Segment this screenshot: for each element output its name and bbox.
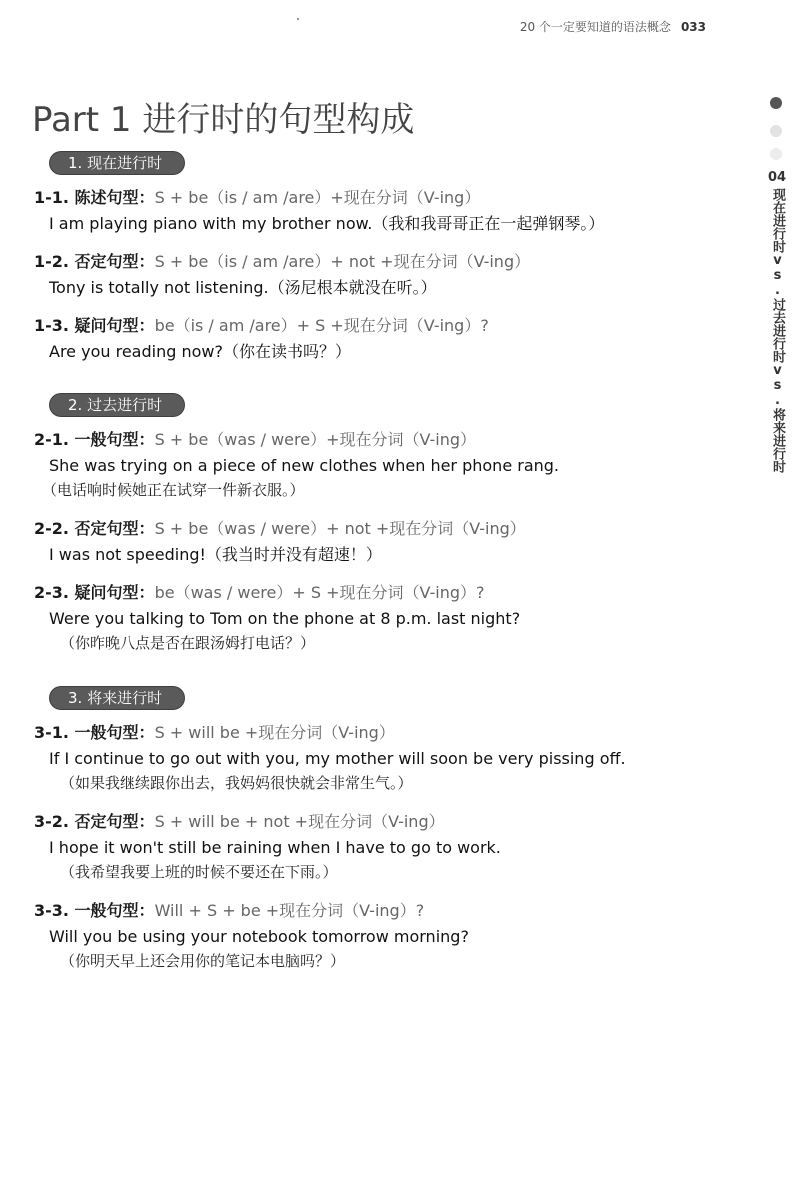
pattern-label: 1-1. 陈述句型：: [34, 188, 155, 207]
pattern-label: 1-2. 否定句型：: [34, 252, 155, 271]
chapter-number: 04: [768, 170, 787, 185]
page-title: Part 1 进行时的句型构成: [32, 100, 415, 140]
example-sentence: Were you talking to Tom on the phone at 8 p.m. last night?: [49, 609, 521, 628]
grammar-item: [34, 519, 730, 565]
example-line: [49, 545, 730, 565]
grammar-item: [34, 430, 730, 500]
pattern-line: [34, 583, 730, 603]
side-tab-dot: [770, 148, 782, 160]
pattern-line: [34, 252, 730, 272]
example-sentence: I hope it won't still be raining when I have to go to work.: [49, 838, 501, 857]
example-sentence: I was not speeding!: [49, 545, 206, 564]
example-translation: （我希望我要上班的时候不要还在下雨。）: [60, 863, 338, 881]
section-badge: 3. 将来进行时: [50, 687, 184, 709]
pattern-formula: S + be（was / were）+ not +现在分词（V-ing）: [154, 519, 526, 538]
grammar-item: [34, 583, 730, 653]
pattern-formula: S + be（was / were）+现在分词（V-ing）: [154, 430, 477, 449]
example-line: [49, 278, 730, 298]
grammar-item: [34, 812, 730, 882]
side-tab-dot: [770, 125, 782, 137]
example-translation: （你明天早上还会用你的笔记本电脑吗？）: [60, 952, 346, 970]
example-translation: （我和我哥哥正在一起弹钢琴。）: [372, 214, 605, 233]
side-tab-dot-active: [770, 97, 782, 109]
example-sentence: Tony is totally not listening.: [49, 278, 269, 297]
pattern-line: [34, 901, 730, 921]
example-line: [49, 927, 730, 947]
chapter-title-vertical: 现在进行时vs.过去进行时vs.将来进行时: [770, 188, 785, 473]
example-translation: （你昨晚八点是否在跟汤姆打电话？）: [60, 634, 316, 652]
pattern-formula: be（was / were）+ S +现在分词（V-ing）?: [154, 583, 485, 602]
section-badge: 2. 过去进行时: [50, 394, 184, 416]
pattern-line: [34, 812, 730, 832]
example-line: [49, 342, 730, 362]
page-number: 033: [680, 20, 706, 34]
grammar-item: [34, 723, 730, 793]
pattern-label: 2-3. 疑问句型：: [34, 583, 155, 602]
grammar-item: [34, 901, 730, 971]
scan-speck: [297, 18, 299, 20]
pattern-formula: be（is / am /are）+ S +现在分词（V-ing）?: [154, 316, 489, 335]
example-sentence: Will you be using your notebook tomorrow morning?: [49, 927, 469, 946]
pattern-label: 3-3. 一般句型：: [34, 901, 155, 920]
example-translation: （如果我继续跟你出去，我妈妈很快就会非常生气。）: [60, 774, 413, 792]
pattern-formula: S + will be + not +现在分词（V-ing）: [154, 812, 445, 831]
pattern-line: [34, 723, 730, 743]
grammar-item: [34, 316, 730, 362]
example-line: [49, 456, 730, 476]
pattern-line: [34, 316, 730, 336]
running-header: [520, 18, 706, 35]
pattern-label: 2-1. 一般句型：: [34, 430, 155, 449]
grammar-item: [34, 188, 730, 234]
section-badge: 1. 现在进行时: [50, 152, 184, 174]
example-translation: （汤尼根本就没在听。）: [268, 278, 437, 297]
pattern-label: 2-2. 否定句型：: [34, 519, 155, 538]
pattern-label: 3-1. 一般句型：: [34, 723, 155, 742]
example-line: [49, 609, 730, 629]
example-translation: （我当时并没有超速！）: [205, 545, 382, 564]
grammar-item: [34, 252, 730, 298]
pattern-label: 3-2. 否定句型：: [34, 812, 155, 831]
pattern-formula: S + be（is / am /are）+ not +现在分词（V-ing）: [154, 252, 531, 271]
example-sentence: I am playing piano with my brother now.: [49, 214, 373, 233]
pattern-formula: S + be（is / am /are）+现在分词（V-ing）: [154, 188, 481, 207]
pattern-label: 1-3. 疑问句型：: [34, 316, 155, 335]
example-translation: （电话响时候她正在试穿一件新衣服。）: [42, 481, 305, 499]
example-sentence: If I continue to go out with you, my mother will soon be very pissing off.: [49, 749, 626, 768]
pattern-formula: Will + S + be +现在分词（V-ing）?: [154, 901, 425, 920]
example-line: [49, 838, 730, 858]
example-line: [49, 749, 730, 769]
running-title: 20 个一定要知道的语法概念: [519, 20, 671, 34]
pattern-line: [34, 188, 730, 208]
pattern-line: [34, 430, 730, 450]
example-line: [49, 214, 730, 234]
example-sentence: She was trying on a piece of new clothes when her phone rang.: [49, 456, 560, 475]
pattern-formula: S + will be +现在分词（V-ing）: [154, 723, 395, 742]
example-sentence: Are you reading now?: [49, 342, 223, 361]
example-translation: （你在读书吗？）: [222, 342, 351, 361]
pattern-line: [34, 519, 730, 539]
